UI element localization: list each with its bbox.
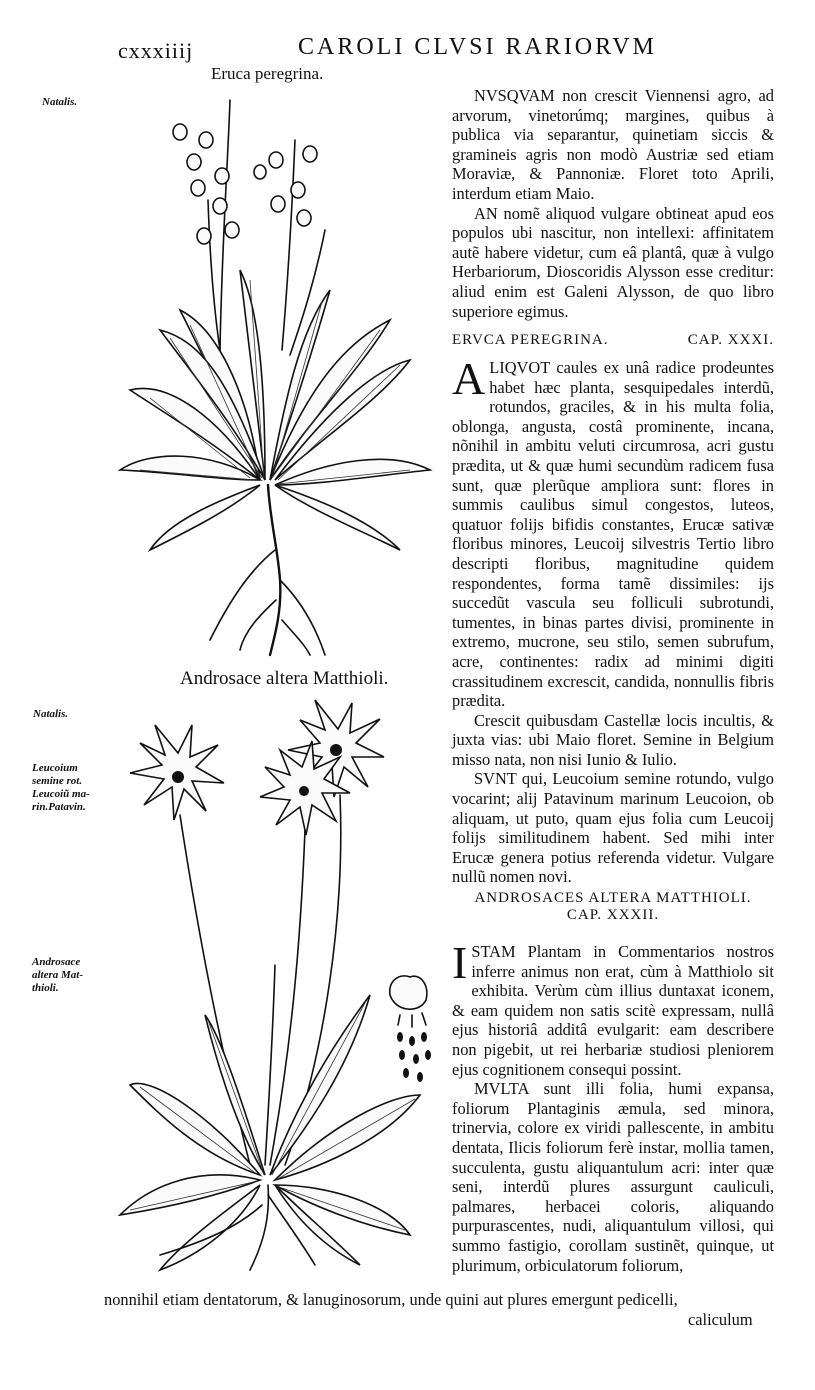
margin-note-leucoium (32, 762, 90, 814)
margin-note-natalis-1: Natalis. (42, 96, 78, 108)
paragraph-aliquot-text: LIQVOT caules ex unâ radice prodeuntes habet hæc planta, sesquipedales interdũ, rotundos, graciles, & in his multa folia, oblonga, angusta, costâ prominente, incana, nõnihil in ambitu veluti circumrosa, acri gustu prædita, ut & quæ humi secundùm radicem fusa sunt, quæ plerũque ampliora sunt: flores in summis caulibus simul congestos, luteos, quatuor folijs bifidis constantes, Erucæ sativæ floribus minores, Leucoij silvestris Tertio libro descripti floribus, magnitudine quidem respondentes, forma tamẽ dissimiles: ijs succedũt vascula seu folliculi subrotundi, tumentes, in binas partes divisi, prominente in extremo, mucrone, seu stilo, semen subrufum, acre, continentes: radix ad minimi digiti crassitudinem excrescit, candida, nonnullis fibris prædita. (452, 358, 774, 711)
margin-note-line: rin.Patavin. (32, 801, 86, 813)
chapter-number: CAP. XXXI. (687, 332, 774, 348)
paragraph-crescit: Crescit quibusdam Castellæ locis incultis, & juxta vias: ubi Maio floret. Semine in Belgium misso nata, non nisi Iunio & Iulio. (452, 710, 774, 769)
drop-cap-i: I (452, 937, 468, 988)
margin-note-androsace (32, 956, 83, 995)
margin-note-natalis-2: Natalis. (33, 708, 69, 720)
chapter-title: ERVCA PEREGRINA. (452, 332, 609, 348)
margin-note-line: altera Mat- (32, 969, 84, 981)
paragraph-aliquot (452, 353, 774, 711)
margin-note-line: Leucoium (32, 762, 78, 774)
chapter-heading-xxxi (452, 332, 774, 349)
margin-note-line: Androsace (32, 956, 81, 968)
eruca-peregrina-woodcut (110, 80, 440, 660)
paragraph-istam-text: STAM Plantam in Commentarios nostros inferre animus non erat, cùm à Matthiolo sit exhibita. Verùm cùm illius duntaxat iconem, & eam quidem non satis scitè expressam, nullâ ejus historiâ additâ evulgarit: eam describere non pigebit, ut rei herbariæ studiosi pleniorem ejus cognitionem consequi possint. (452, 942, 774, 1079)
chapter-heading-xxxii (452, 890, 774, 924)
figure-caption-androsace: Androsace altera Matthioli. (180, 668, 389, 689)
margin-note-line: thioli. (32, 982, 59, 994)
margin-note-line: Leucoiũ ma- (32, 788, 90, 800)
paragraph-an-nome: AN nomẽ aliquod vulgare obtineat apud eos populos ubi nascitur, non intellexi: affinitatem autẽ habere videtur, cum eâ plantâ, quæ à vulgo Herbariorum, Dioscoridis Alysson esse creditur: aliud enim est Galeni Alysson, de quo libro superiore egimus. (452, 203, 774, 321)
running-title: CAROLI CLVSI RARIORVM (298, 34, 657, 60)
drop-cap-a: A (452, 353, 486, 404)
text-column-xxxii (452, 937, 774, 1275)
margin-note-line: semine rot. (32, 775, 83, 787)
full-width-line: nonnihil etiam dentatorum, & lanuginosorum, unde quini aut plures emergunt pedicelli, (104, 1290, 678, 1309)
chapter-title: ANDROSACES ALTERA MATTHIOLI. (474, 890, 752, 906)
paragraph-sunt-qui: SVNT qui, Leucoium semine rotundo, vulgo vocarint; alij Patavinum marinum Leucoion, ob aliquam, ut puto, quam ejus folia cum Leucoij folijs similitudinem habent. Sed mihi inter Erucæ genera potius referenda videtur. Vulgare nullũ nomen novi. (452, 769, 774, 887)
paragraph-istam (452, 937, 774, 1079)
text-column-upper (452, 86, 774, 321)
figure-caption-eruca: Eruca peregrina. (211, 64, 324, 83)
paragraph-nusquam: NVSQVAM non crescit Viennensi agro, ad arvorum, vinetorúmq; margines, quibus à publica via separantur, quinetiam siccis & gramineis agris non modò Austriæ sed etiam Moraviæ, & Pannoniæ. Floret toto Aprili, interdum etiam Maio. (452, 86, 774, 203)
catchword: caliculum (688, 1310, 753, 1329)
androsace-woodcut (100, 695, 450, 1285)
page-number: cxxxiiij (118, 38, 194, 63)
paragraph-multa: MVLTA sunt illi folia, humi expansa, foliorum Plantaginis æmula, sed minora, trinervia, colore ex viridi pallescente, in ambitu dentata, Ilicis foliorum ferè instar, mollia tamen, succulenta, gustu aliquantulum acri: inter quæ seni, interdũ plures assurgunt cauliculi, palmares, herbacei coloris, aliquando purpurascentes, nudi, aliquantulum villosi, qui summo fastigio, corollam sustinẽt, quinque, ut plurimum, orbiculatorum foliorum, (452, 1079, 774, 1275)
chapter-number: CAP. XXXII. (566, 907, 660, 923)
text-column-xxxi (452, 353, 774, 887)
